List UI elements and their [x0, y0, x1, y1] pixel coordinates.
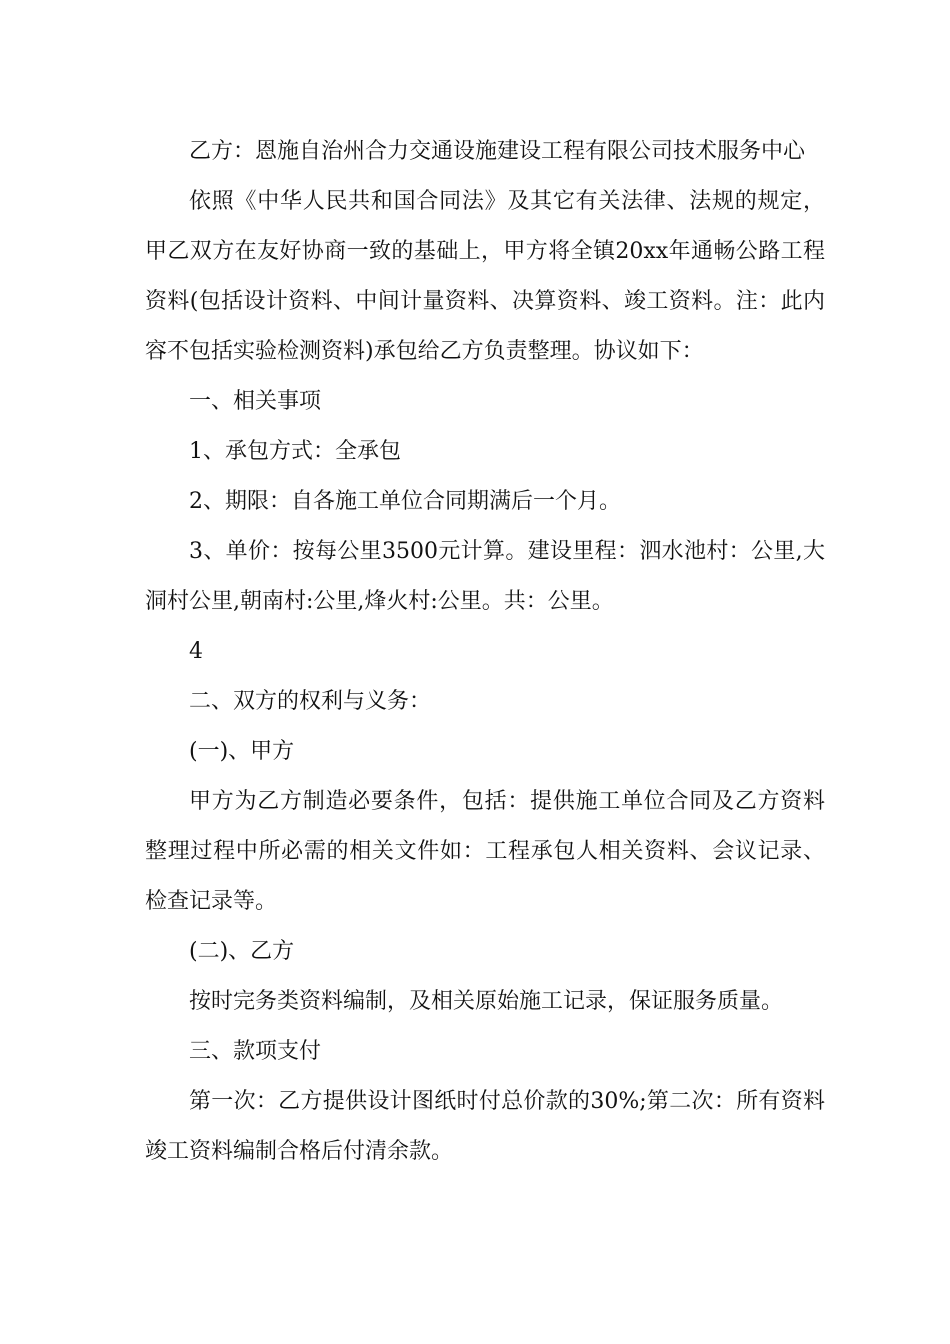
payment-terms: 第一次：乙方提供设计图纸时付总价款的30%;第二次：所有资料竣工资料编制合格后付清余款。	[145, 1089, 825, 1164]
party-b-paragraph: 乙方：恩施自治州合力交通设施建设工程有限公司技术服务中心	[189, 139, 806, 164]
party-b-obligations: 按时完务类资料编制，及相关原始施工记录，保证服务质量。	[189, 989, 784, 1014]
item-number-4: 4	[189, 639, 203, 664]
preamble-paragraph: 依照《中华人民共和国合同法》及其它有关法律、法规的规定，甲乙双方在友好协商一致的基础上，甲方将全镇20xx年通畅公路工程资料(包括设计资料、中间计量资料、决算资料、竣工资料。注：此内容不包括实验检测资料)承包给乙方负责整理。协议如下：	[145, 189, 825, 364]
item-term: 2、期限：自各施工单位合同期满后一个月。	[189, 489, 621, 514]
section-heading-3: 三、款项支付	[189, 1039, 322, 1064]
subsection-party-b: (二)、乙方	[189, 939, 295, 964]
item-unit-price: 3、单价：按每公里3500元计算。建设里程：泗水池村：公里,大洞村公里,朝南村:公里,烽火村:公里。共：公里。	[145, 539, 825, 614]
section-heading-2: 二、双方的权利与义务：	[189, 689, 432, 714]
section-heading-1: 一、相关事项	[189, 389, 322, 414]
subsection-party-a: (一)、甲方	[189, 739, 295, 764]
document-body	[145, 127, 825, 1177]
party-a-obligations: 甲方为乙方制造必要条件，包括：提供施工单位合同及乙方资料整理过程中所必需的相关文件如：工程承包人相关资料、会议记录、检查记录等。	[145, 789, 825, 914]
item-contract-method: 1、承包方式：全承包	[189, 439, 401, 464]
